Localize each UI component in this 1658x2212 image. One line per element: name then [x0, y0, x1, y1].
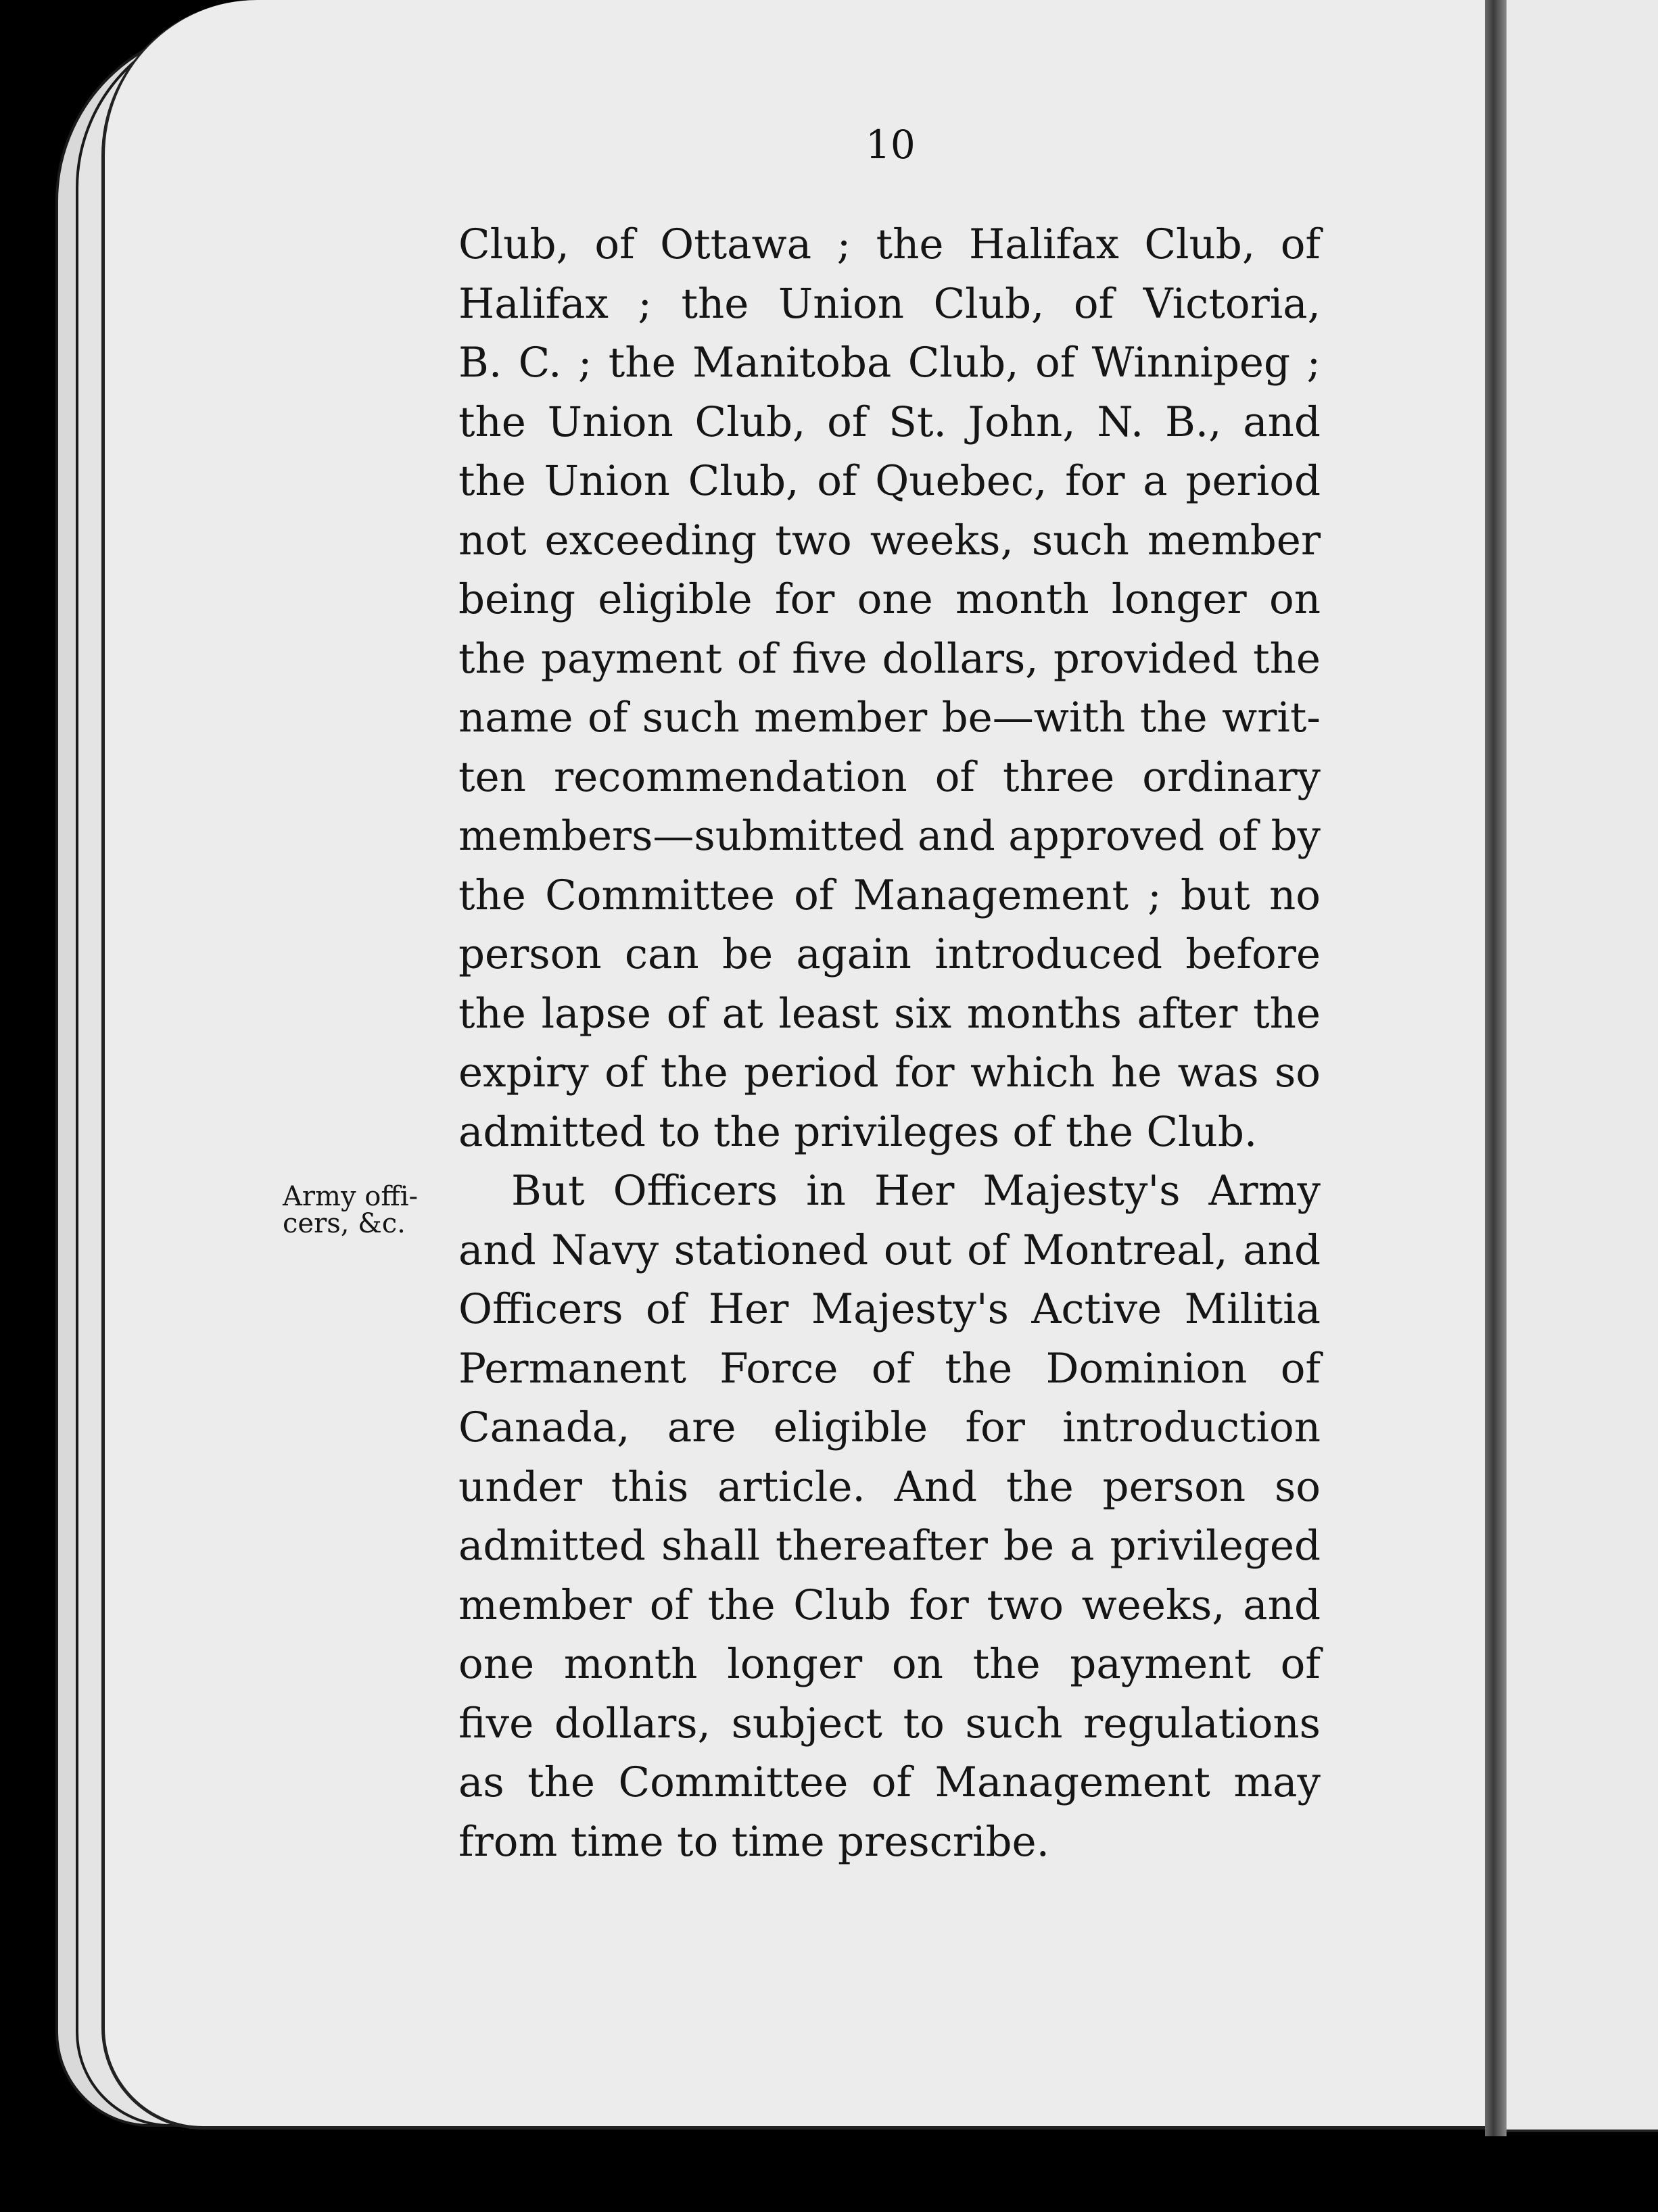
margin-note [283, 1183, 418, 1237]
text-line: being eligible for one month longer on [458, 575, 1321, 623]
text-line: Canada, are eligible for introduction [458, 1403, 1321, 1451]
text-line: Officers of Her Majesty's Active Militia [458, 1285, 1321, 1333]
text-line: the Union Club, of Quebec, for a period [458, 457, 1321, 505]
margin-note-line: Army offi- [283, 1181, 419, 1212]
text-line: five dollars, subject to such regulations [458, 1699, 1321, 1748]
text-line: members—submitted and approved of by [458, 812, 1321, 860]
text-line: under this article. And the person so [458, 1462, 1321, 1511]
text-line: Permanent Force of the Dominion of [458, 1344, 1321, 1393]
text-line: the Committee of Management ; but no [458, 871, 1321, 919]
text-line: from time to time prescribe. [458, 1817, 1050, 1866]
text-line: But Officers in Her Majesty's Army [511, 1167, 1321, 1215]
text-line: ten recommendation of three ordinary [458, 752, 1321, 801]
page-number: 10 [866, 122, 916, 168]
text-line: not exceeding two weeks, such member [458, 516, 1321, 564]
text-line: Halifax ; the Union Club, of Victoria, [458, 279, 1321, 328]
text-line: and Navy stationed out of Montreal, and [458, 1226, 1321, 1274]
text-line: as the Committee of Management may [458, 1758, 1321, 1806]
text-line: B. C. ; the Manitoba Club, of Winnipeg ; [458, 339, 1321, 387]
text-line: name of such member be—with the writ- [458, 694, 1321, 742]
text-line: the payment of five dollars, provided the [458, 634, 1321, 683]
body-text [458, 215, 1321, 1871]
text-line: admitted shall thereafter be a privileged [458, 1522, 1321, 1570]
text-line: the lapse of at least six months after the [458, 989, 1321, 1038]
text-line: one month longer on the payment of [458, 1640, 1321, 1688]
text-line: expiry of the period for which he was so [458, 1049, 1321, 1097]
text-line: person can be again introduced before [458, 930, 1321, 978]
margin-note-line: cers, &c. [283, 1208, 406, 1239]
book-gutter [1485, 0, 1507, 2136]
text-line: admitted to the privileges of the Club. [458, 1107, 1258, 1156]
text-line: Club, of Ottawa ; the Halifax Club, of [458, 220, 1321, 268]
text-line: the Union Club, of St. John, N. B., and [458, 398, 1321, 446]
text-line: member of the Club for two weeks, and [458, 1581, 1321, 1629]
facing-page-edge [1507, 0, 1658, 2132]
